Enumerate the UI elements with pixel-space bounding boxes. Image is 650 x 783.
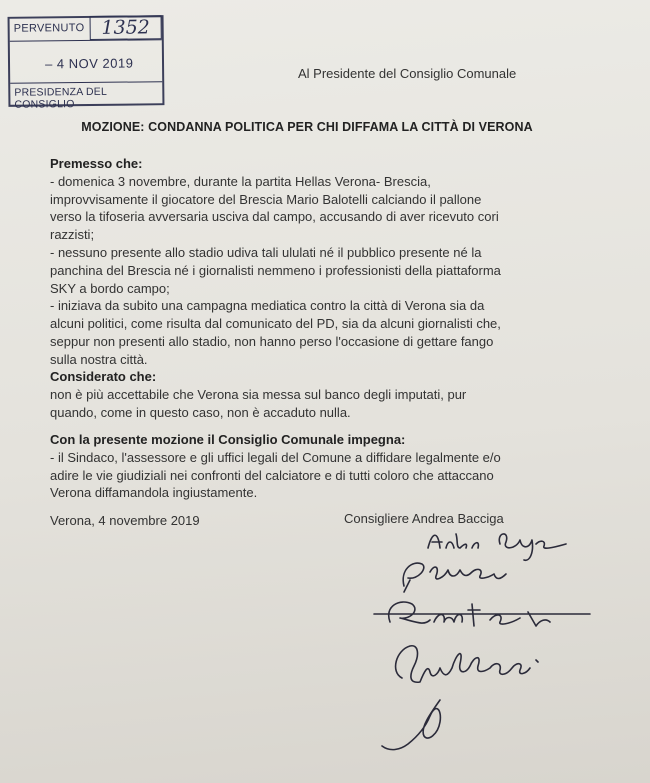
- considerato-section: [50, 368, 610, 421]
- signature-4: [396, 646, 538, 683]
- text-line: Verona diffamandola ingiustamente.: [50, 485, 258, 501]
- text-line: - il Sindaco, l'assessore e gli uffici legali del Comune a diffidare legalmente e/o: [50, 449, 501, 465]
- place-date: Verona, 4 novembre 2019: [50, 513, 200, 528]
- text-line: - domenica 3 novembre, durante la partita Hellas Verona- Brescia,: [50, 173, 431, 189]
- signature-flourish: [382, 700, 440, 750]
- text-line: adire le vie giudiziali nei confronti del calciatore e di tutti coloro che attaccano: [50, 467, 494, 483]
- text-line: razzisti;: [50, 227, 95, 243]
- stamp-label: PERVENUTO: [13, 22, 85, 35]
- stamp-date: – 4 NOV 2019: [44, 55, 134, 72]
- motion-title: MOZIONE: CONDANNA POLITICA PER CHI DIFFAMA LA CITTÀ DI VERONA: [81, 120, 533, 134]
- text-line: non è più accettabile che Verona sia messa sul banco degli imputati, pur: [50, 386, 467, 402]
- signature-3: [374, 602, 590, 626]
- text-line: - iniziava da subito una campagna mediatica contro la città di Verona sia da: [50, 298, 485, 314]
- text-line: seppur non presenti allo stadio, non hanno perso l'occasione di gettare fango: [50, 333, 494, 349]
- text-line: sulla nostra città.: [50, 351, 148, 367]
- stamp-divider: [10, 39, 162, 42]
- section-heading: Premesso che:: [50, 156, 143, 171]
- text-line: verso la tifoseria avversaria usciva dal campo, accusando di aver ricevuto cori: [50, 209, 499, 225]
- stamp-divider: [10, 81, 162, 84]
- addressee: Al Presidente del Consiglio Comunale: [298, 66, 517, 81]
- handwritten-signatures: [360, 522, 610, 762]
- premesso-section: [50, 155, 610, 369]
- signature-1: [428, 534, 566, 560]
- text-line: improvvisamente il giocatore del Brescia Mario Balotelli calciando il pallone: [50, 191, 482, 207]
- text-line: SKY a bordo campo;: [50, 280, 170, 296]
- text-line: - nessuno presente allo stadio udiva tali ululati né il pubblico presente né la: [50, 244, 482, 260]
- text-line: quando, come in questo caso, non è accaduto nulla.: [50, 404, 351, 420]
- signer-name: Consigliere Andrea Bacciga: [344, 511, 504, 526]
- received-stamp: [8, 15, 165, 111]
- section-heading: Considerato che:: [50, 369, 157, 384]
- section-heading: Con la presente mozione il Consiglio Comunale impegna:: [50, 432, 406, 447]
- stamp-number: 1352: [90, 15, 162, 40]
- text-line: panchina del Brescia né i giornalisti nemmeno i professionisti della piattaforma: [50, 262, 501, 278]
- signature-2: [403, 563, 506, 592]
- impegna-section: [50, 431, 610, 502]
- stamp-office: PRESIDENZA DEL CONSIGLIO: [14, 85, 107, 111]
- text-line: alcuni politici, come risulta dal comunicato del PD, sia da alcuni giornalisti che,: [50, 316, 501, 332]
